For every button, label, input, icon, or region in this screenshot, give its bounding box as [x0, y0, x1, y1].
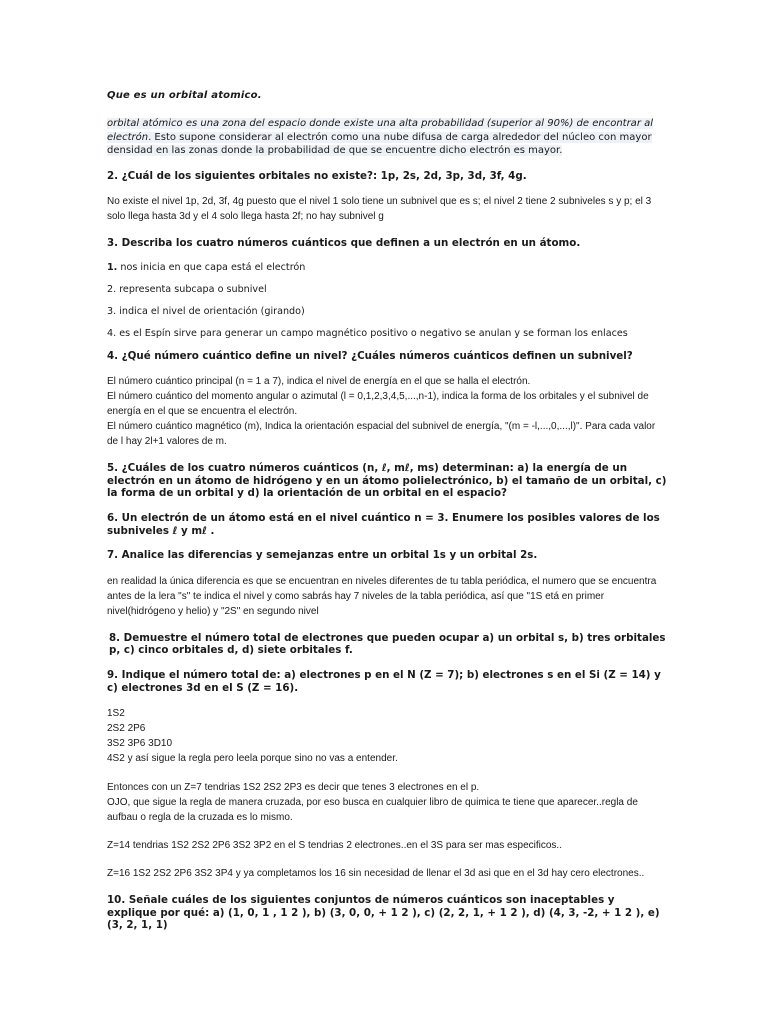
config-line-4: 4S2 y así sigue la regla pero leela porque sino no vas a entender. — [107, 753, 398, 765]
answer-3-line-3: 3. indica el nivel de orientación (girando) — [107, 305, 305, 317]
answer-7: en realidad la única diferencia es que se encuentran en niveles diferentes de tu tabla periódica, el numero que se encuentra antes de la lera "s" te indica el nivel y como sabrás hay 7 niveles de la tabla periódica, así que "1S etá en primer nivel(hidrógeno y helio) y "2S" en segundo nivel — [107, 575, 657, 617]
question-7: 7. Analice las diferencias y semejanzas entre un orbital 1s y un orbital 2s. — [107, 549, 538, 562]
question-5: 5. ¿Cuáles de los cuatro números cuánticos (n, ℓ, mℓ, ms) determinan: a) la energía de un electrón en un átomo de hidrógeno y en un átomo polielectrónico, b) el tamaño de un orbital, c) la forma de un orbital y d) la orientación de un orbital en el espacio? — [107, 462, 667, 500]
answer-9-config — [107, 706, 667, 766]
answer-4-magnetico: El número cuántico magnético (m), Indica la orientación espacial del subnivel de energía, "(m = -l,...,0,...,l)". Para cada valor de l hay 2l+1 valores de m. — [107, 421, 656, 448]
answer-3-line-2: 2. representa subcapa o subnivel — [107, 283, 267, 295]
question-4: 4. ¿Qué número cuántico define un nivel? ¿Cuáles números cuánticos definen un subnivel? — [107, 349, 633, 362]
question-6: 6. Un electrón de un átomo está en el nivel cuántico n = 3. Enumere los posibles valores de los subniveles ℓ y mℓ . — [107, 512, 660, 537]
document-body — [107, 90, 667, 944]
question-2: 2. ¿Cuál de los siguientes orbitales no existe?: 1p, 2s, 2d, 3p, 3d, 3f, 4g. — [107, 169, 527, 182]
answer-2: No existe el nivel 1p, 2d, 3f, 4g puesto que el nivel 1 solo tiene un subnivel que es s; el nivel 2 tiene 2 subniveles s y p; el 3 solo llega hasta 3d y el 4 solo llega hasta 2f; no hay subnivel g — [107, 196, 652, 223]
question-10: 10. Señale cuáles de los siguientes conjuntos de números cuánticos son inaceptables y explique por qué: a) (1, 0, 1 , 1 2 ), b) (3, 0, 0, + 1 2 ), c) (2, 2, 1, + 1 2 ), d) (4, 3, -2, + 1 2 ), e) (3, 2, 1, 1) — [107, 894, 660, 932]
question-3: 3. Describa los cuatro números cuánticos que definen a un electrón en un átomo. — [107, 237, 581, 250]
question-8: 8. Demuestre el número total de electrones que pueden ocupar a) un orbital s, b) tres orbitales p, c) cinco orbitales d, d) siete orbitales f. — [109, 631, 666, 657]
config-line-3: 3S2 3P6 3D10 — [107, 738, 173, 750]
answer-9-n-line-1: Entonces con un Z=7 tendrias 1S2 2S2 2P3 es decir que tenes 3 electrones en el p. — [107, 782, 480, 794]
doc-title: Que es un orbital atomico. — [107, 90, 262, 101]
intro-paragraph — [107, 117, 667, 158]
config-line-1: 1S2 — [107, 708, 125, 720]
answer-4 — [107, 374, 667, 449]
answer-9-sulfur: Z=16 1S2 2S2 2P6 3S2 3P4 y ya completamos los 16 sin necesidad de llenar el 3d asi que en el 3d hay cero electrones.. — [107, 868, 645, 880]
answer-3-line-1 — [107, 262, 667, 274]
question-9: 9. Indique el número total de: a) electrones p en el N (Z = 7); b) electrones s en el Si (Z = 14) y c) electrones 3d en el S (Z = 16). — [107, 669, 661, 694]
answer-9-n-line-2: OJO, que sigue la regla de manera cruzada, por eso busca en cualquier libro de quimica te tiene que aparecer..regla de aufbau o regla de la cruzada es lo mismo. — [107, 797, 638, 824]
answer-9-nitrogen — [107, 780, 667, 825]
answer-3-number: 1. — [107, 261, 118, 273]
intro-italic: orbital atómico es una zona del espacio donde existe una alta probabilidad (superior al 90%) de encontrar al electrón — [107, 118, 654, 143]
intro-rest: . Esto supone considerar al electrón como una nube difusa de carga alrededor del núcleo con mayor densidad en las zonas donde la probabilidad de que se encuentre dicho electrón es mayor. — [107, 131, 652, 156]
answer-3-line-4: 4. es el Espín sirve para generar un campo magnético positivo o negativo se anulan y se forman los enlaces — [107, 327, 628, 339]
answer-4-principal: El número cuántico principal (n = 1 a 7), indica el nivel de energía en el que se halla el electrón. — [107, 376, 531, 388]
answer-4-azimutal: El número cuántico del momento angular o azimutal (l = 0,1,2,3,4,5,...,n-1), indica la forma de los orbitales y el subnivel de energía en el que se encuentra el electrón. — [107, 391, 649, 418]
config-line-2: 2S2 2P6 — [107, 723, 146, 735]
answer-9-silicon: Z=14 tendrias 1S2 2S2 2P6 3S2 3P2 en el S tendrias 2 electrones..en el 3S para ser mas especificos.. — [107, 840, 562, 852]
answer-3-line-1-text: nos inicia en que capa está el electrón — [117, 261, 306, 273]
